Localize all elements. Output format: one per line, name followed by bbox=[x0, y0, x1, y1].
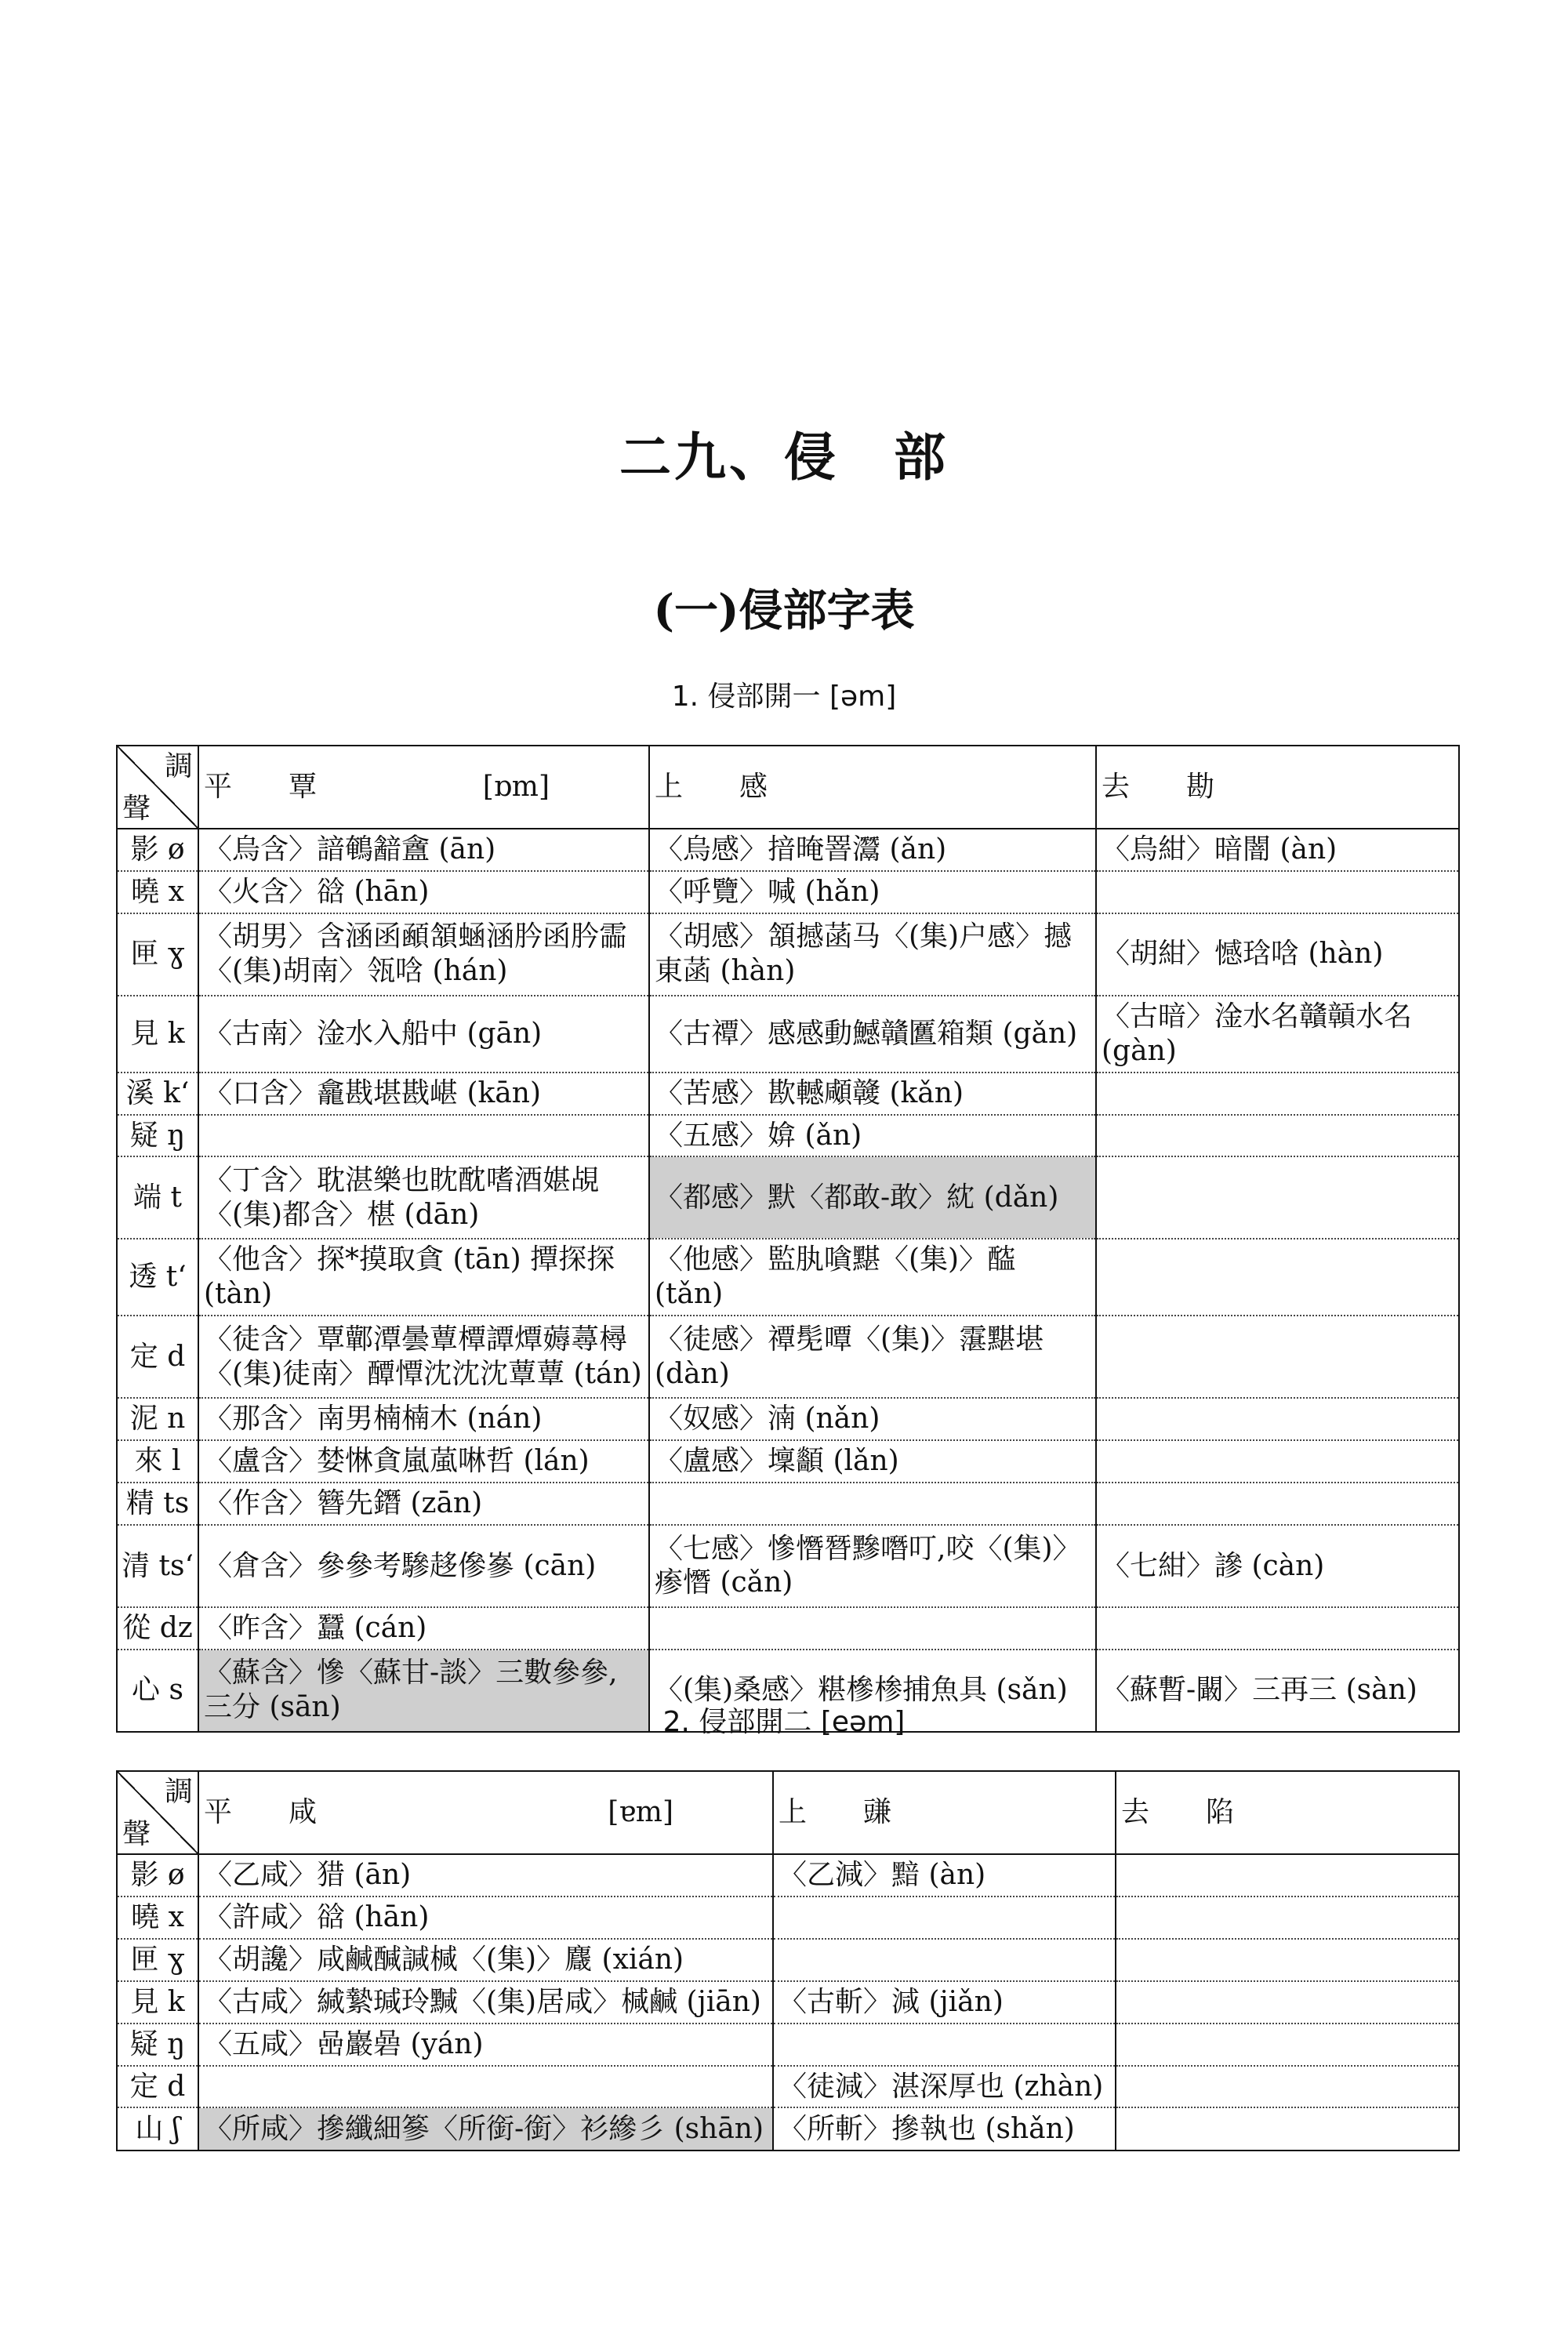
qu-cell bbox=[1096, 1156, 1459, 1239]
initial-cell: 曉 x bbox=[117, 871, 198, 913]
tone-label: 調 bbox=[164, 750, 193, 782]
qu-cell bbox=[1096, 1607, 1459, 1650]
initial-cell: 影 ø bbox=[117, 829, 198, 871]
table-row bbox=[117, 1115, 1459, 1157]
table-row bbox=[117, 1398, 1459, 1440]
header-ping-label: 平 覃 bbox=[204, 771, 318, 804]
header-ping-ipa: [ɐm] bbox=[608, 1796, 673, 1829]
header-shang: 上 豏 bbox=[773, 1771, 1116, 1854]
shang-cell: 〈胡感〉頷撼菡马〈(集)户感〉撼東菡 (hàn) bbox=[649, 913, 1096, 996]
initial-cell: 溪 k‘ bbox=[117, 1073, 198, 1115]
header-ping-label: 平 咸 bbox=[204, 1796, 318, 1829]
initial-cell: 透 t‘ bbox=[117, 1239, 198, 1316]
table-row bbox=[117, 1316, 1459, 1398]
ping-cell: 〈蘇含〉慘〈蘇甘-談〉三數參參,三分 (sān) bbox=[198, 1650, 649, 1732]
shang-cell: 〈七感〉慘憯朁黲噆叮,咬〈(集)〉瘆憯 (cǎn) bbox=[649, 1525, 1096, 1607]
shang-cell: 〈他感〉監肒嗿黮〈(集)〉醓 (tǎn) bbox=[649, 1239, 1096, 1316]
shang-cell bbox=[773, 1939, 1116, 1981]
ping-cell: 〈所咸〉摻纖細篸〈所銜-銜〉衫縿彡 (shān) bbox=[198, 2107, 773, 2151]
diagonal-corner-cell bbox=[117, 1771, 198, 1854]
ping-cell: 〈乙咸〉猎 (ān) bbox=[198, 1854, 773, 1896]
ping-cell: 〈倉含〉參參考驂趍傪嵾 (cān) bbox=[198, 1525, 649, 1607]
shang-cell: 〈呼覽〉喊 (hǎn) bbox=[649, 871, 1096, 913]
initial-cell: 泥 n bbox=[117, 1398, 198, 1440]
table-row bbox=[117, 1483, 1459, 1525]
table-row bbox=[117, 829, 1459, 871]
header-qu: 去 勘 bbox=[1096, 746, 1459, 829]
ping-cell: 〈五咸〉喦巖碞 (yán) bbox=[198, 2024, 773, 2066]
initial-cell: 端 t bbox=[117, 1156, 198, 1239]
shang-cell: 〈五感〉媕 (ǎn) bbox=[649, 1115, 1096, 1157]
qu-cell bbox=[1116, 1981, 1459, 2024]
table-qin-kai-er bbox=[116, 1770, 1460, 2151]
table-qin-kai-yi bbox=[116, 745, 1460, 1733]
initial-cell: 曉 x bbox=[117, 1896, 198, 1939]
shang-cell: 〈所斬〉摻執也 (shǎn) bbox=[773, 2107, 1116, 2151]
qu-cell bbox=[1116, 1896, 1459, 1939]
qu-cell bbox=[1096, 871, 1459, 913]
shang-cell: 〈古斬〉減 (jiǎn) bbox=[773, 1981, 1116, 2024]
qu-cell: 〈古暗〉淦水名贛贑水名 (gàn) bbox=[1096, 996, 1459, 1073]
ping-cell: 〈烏含〉諳鵪韽盦 (ān) bbox=[198, 829, 649, 871]
ping-cell: 〈火含〉谽 (hān) bbox=[198, 871, 649, 913]
shang-cell: 〈都感〉默〈都敢-敢〉紞 (dǎn) bbox=[649, 1156, 1096, 1239]
shang-cell bbox=[649, 1483, 1096, 1525]
ping-cell: 〈古咸〉緘縶瑊玲黬〈(集)居咸〉椷鹹 (jiān) bbox=[198, 1981, 773, 2024]
ping-cell: 〈盧含〉婪惏貪嵐葻啉哲 (lán) bbox=[198, 1440, 649, 1483]
qu-cell bbox=[1096, 1440, 1459, 1483]
shang-cell: 〈(集)桑感〉糂槮椮捕魚具 (sǎn) bbox=[649, 1650, 1096, 1732]
initial-cell: 來 l bbox=[117, 1440, 198, 1483]
qu-cell bbox=[1096, 1239, 1459, 1316]
ping-cell bbox=[198, 2066, 773, 2108]
ping-cell: 〈徒含〉覃鄿潭曇蕈橝譚燂薅蕁樳〈(集)徒南〉醰憛沈沈沈蕈蕈 (tán) bbox=[198, 1316, 649, 1398]
header-shang: 上 感 bbox=[649, 746, 1096, 829]
qu-cell bbox=[1116, 1854, 1459, 1896]
header-ping bbox=[198, 1771, 773, 1854]
shang-cell: 〈苦感〉歁轗顑竷 (kǎn) bbox=[649, 1073, 1096, 1115]
table2-heading: 2. 侵部開二 [eəm] bbox=[662, 1706, 906, 1738]
qu-cell bbox=[1096, 1073, 1459, 1115]
table-header-row bbox=[117, 1771, 1459, 1854]
qu-cell: 〈烏紺〉暗闇 (àn) bbox=[1096, 829, 1459, 871]
ping-cell: 〈胡男〉含涵函顄頷蜬涵肣函肣霝〈(集)胡南〉瓴唅 (hán) bbox=[198, 913, 649, 996]
initial-cell: 匣 ɣ bbox=[117, 913, 198, 996]
qu-cell bbox=[1096, 1115, 1459, 1157]
initial-cell: 影 ø bbox=[117, 1854, 198, 1896]
table-row bbox=[117, 1525, 1459, 1607]
initial-cell: 山 ʃ bbox=[117, 2107, 198, 2151]
shang-cell bbox=[649, 1607, 1096, 1650]
table-row bbox=[117, 2107, 1459, 2151]
table-row bbox=[117, 1981, 1459, 2024]
shang-cell: 〈徒感〉禫髧嘾〈(集)〉霮黮堪 (dàn) bbox=[649, 1316, 1096, 1398]
qu-cell bbox=[1096, 1316, 1459, 1398]
shang-cell bbox=[773, 1896, 1116, 1939]
ping-cell: 〈丁含〉耽湛樂也眈酖嗜酒媅覘〈(集)都含〉椹 (dān) bbox=[198, 1156, 649, 1239]
table-row bbox=[117, 1854, 1459, 1896]
table-row bbox=[117, 2066, 1459, 2108]
qu-cell bbox=[1116, 2107, 1459, 2151]
shang-cell: 〈徒減〉湛深厚也 (zhàn) bbox=[773, 2066, 1116, 2108]
initial-cell: 從 dz bbox=[117, 1607, 198, 1650]
ping-cell: 〈昨含〉蠶 (cán) bbox=[198, 1607, 649, 1650]
ping-cell: 〈他含〉探*摸取貪 (tān) 撢探探 (tàn) bbox=[198, 1239, 649, 1316]
ping-cell: 〈口含〉龕戡堪戡嵁 (kān) bbox=[198, 1073, 649, 1115]
qu-cell bbox=[1096, 1483, 1459, 1525]
table-row bbox=[117, 1939, 1459, 1981]
table1-heading: 1. 侵部開一 [əm] bbox=[671, 681, 897, 713]
table-row bbox=[117, 1607, 1459, 1650]
qu-cell: 〈七紺〉謲 (càn) bbox=[1096, 1525, 1459, 1607]
ping-cell bbox=[198, 1115, 649, 1157]
tone-label: 調 bbox=[164, 1776, 193, 1808]
table-row bbox=[117, 1440, 1459, 1483]
shang-cell: 〈烏感〉揞晻罯灊 (ǎn) bbox=[649, 829, 1096, 871]
initial-cell: 見 k bbox=[117, 996, 198, 1073]
table-row bbox=[117, 996, 1459, 1073]
diagonal-corner-cell bbox=[117, 746, 198, 829]
shang-cell: 〈盧感〉壈顲 (lǎn) bbox=[649, 1440, 1096, 1483]
initial-cell: 見 k bbox=[117, 1981, 198, 2024]
table-row bbox=[117, 1896, 1459, 1939]
table-row bbox=[117, 913, 1459, 996]
initial-cell: 精 ts bbox=[117, 1483, 198, 1525]
table-row bbox=[117, 871, 1459, 913]
shang-cell: 〈奴感〉湳 (nǎn) bbox=[649, 1398, 1096, 1440]
initial-cell: 匣 ɣ bbox=[117, 1939, 198, 1981]
table-row bbox=[117, 2024, 1459, 2066]
section-subtitle: (一)侵部字表 bbox=[653, 585, 915, 637]
qu-cell bbox=[1096, 1398, 1459, 1440]
ping-cell: 〈胡讒〉咸鹹醎諴椷〈(集)〉麙 (xián) bbox=[198, 1939, 773, 1981]
initial-cell: 清 ts‘ bbox=[117, 1525, 198, 1607]
header-ping bbox=[198, 746, 649, 829]
page-title: 二九、侵 部 bbox=[619, 426, 949, 488]
shang-cell: 〈乙減〉黯 (àn) bbox=[773, 1854, 1116, 1896]
ping-cell: 〈那含〉南男楠楠木 (nán) bbox=[198, 1398, 649, 1440]
shang-cell: 〈古禫〉感感動鱤贛匶箱類 (gǎn) bbox=[649, 996, 1096, 1073]
initial-cell: 定 d bbox=[117, 1316, 198, 1398]
initial-cell: 心 s bbox=[117, 1650, 198, 1732]
table-row bbox=[117, 1073, 1459, 1115]
qu-cell: 〈蘇暫-闞〉三再三 (sàn) bbox=[1096, 1650, 1459, 1732]
qu-cell: 〈胡紺〉憾琀唅 (hàn) bbox=[1096, 913, 1459, 996]
qu-cell bbox=[1116, 2024, 1459, 2066]
initial-label: 聲 bbox=[122, 793, 151, 826]
initial-cell: 疑 ŋ bbox=[117, 1115, 198, 1157]
table-row bbox=[117, 1156, 1459, 1239]
table-header-row bbox=[117, 746, 1459, 829]
ping-cell: 〈作含〉簪先鐕 (zān) bbox=[198, 1483, 649, 1525]
qu-cell bbox=[1116, 1939, 1459, 1981]
ping-cell: 〈古南〉淦水入船中 (gān) bbox=[198, 996, 649, 1073]
header-qu: 去 陷 bbox=[1116, 1771, 1459, 1854]
qu-cell bbox=[1116, 2066, 1459, 2108]
table-row bbox=[117, 1239, 1459, 1316]
initial-cell: 定 d bbox=[117, 2066, 198, 2108]
initial-label: 聲 bbox=[122, 1818, 151, 1851]
shang-cell bbox=[773, 2024, 1116, 2066]
initial-cell: 疑 ŋ bbox=[117, 2024, 198, 2066]
header-ping-ipa: [ɒm] bbox=[482, 771, 550, 804]
ping-cell: 〈許咸〉谽 (hān) bbox=[198, 1896, 773, 1939]
